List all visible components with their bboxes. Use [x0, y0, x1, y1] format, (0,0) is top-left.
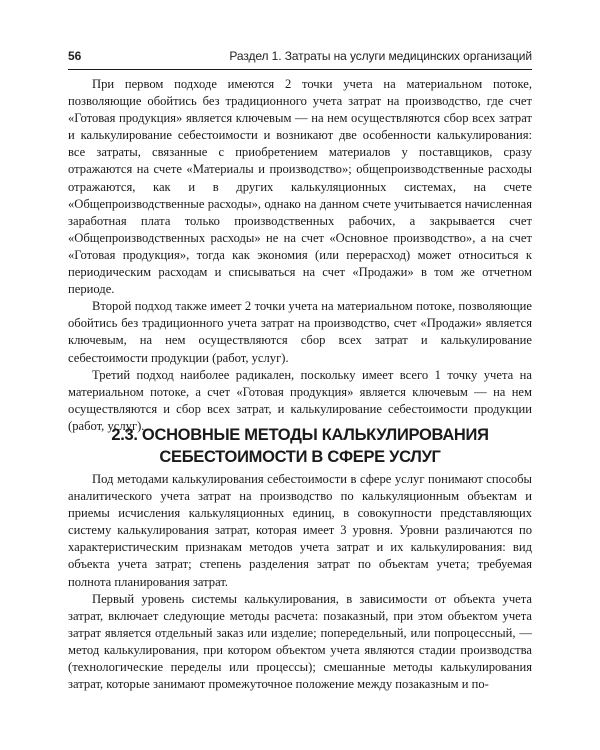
section-heading-line: СЕБЕСТОИМОСТИ В СФЕРЕ УСЛУГ: [159, 448, 441, 466]
paragraph: Под методами калькулирования себестоимости в сфере услуг понимают способы аналитического учета затрат на производство по калькуляционным объектам и приемы исчисления калькуляционных единиц, в совокупности представляющих систему калькулирования затрат, которая имеет 3 уровня. Уровни различаются по характеристическим признакам методов учета затрат и их калькулирования: вид объекта учета затрат; степень разделения затрат по объектам учета; требуемая полнота планирования затрат.: [68, 472, 532, 589]
page-number: 56: [68, 49, 82, 63]
paragraph: Третий подход наиболее радикален, поскольку имеет всего 1 точку учета на материальном потоке, а счет «Готовая продукция» является ключевым — на нем осуществляются и сбор всех затрат, и калькулирование себестоимости продукции (работ, услуг).: [68, 367, 532, 433]
section-heading-line: 2.3. ОСНОВНЫЕ МЕТОДЫ КАЛЬКУЛИРОВАНИЯ: [111, 426, 489, 444]
section-heading: [68, 424, 532, 468]
running-title: Раздел 1. Затраты на услуги медицинских организаций: [229, 49, 532, 63]
paragraph: При первом подходе имеются 2 точки учета на материальном потоке, позволяющие обойтись без традиционного учета затрат на производство, где счет «Готовая продукция» является ключевым — на нем осуществляются сбор всех затрат и калькулирование себестоимости и возникают две особенности калькулирования: все затраты, связанные с приобретением материалов у поставщиков, сразу отражаются на счете «Материалы и производство»; общепроизводственные расходы отражаются, как и в других калькуляционных системах, на счете «Общепроизводственные расходы», однако на данном счете учитывается начисленная заработная плата только производственных рабочих, а закрывается счет «Общепроизводственных расходы» не на счет «Основное производство», а на счет «Готовая продукция», тогда как экономия (или перерасход) может относиться к периодическим расходам и списываться на счет «Продажи» в том же отчетном периоде.: [68, 77, 532, 297]
body-text-block: [68, 76, 532, 435]
header-divider: [68, 69, 532, 70]
paragraph: Второй подход также имеет 2 точки учета на материальном потоке, позволяющие обойтись без традиционного учета затрат на производство, счет «Продажи» является ключевым, на нем осуществляются сбор всех затрат и калькулирование себестоимости продукции (работ, услуг).: [68, 299, 532, 365]
page-header: [68, 46, 532, 66]
section-body-text-block: [68, 471, 532, 693]
paragraph: Первый уровень системы калькулирования, в зависимости от объекта учета затрат, включает следующие методы расчета: позаказный, при этом объектом учета затрат является отдельный заказ или изделие; попередельный, или попроцессный, — метод калькулирования, при котором объектом учета являются стадии производства (технологические переделы или процессы); смешанные методы калькулирования затрат, которые занимают промежуточное положение между позаказным и по-: [68, 591, 532, 692]
